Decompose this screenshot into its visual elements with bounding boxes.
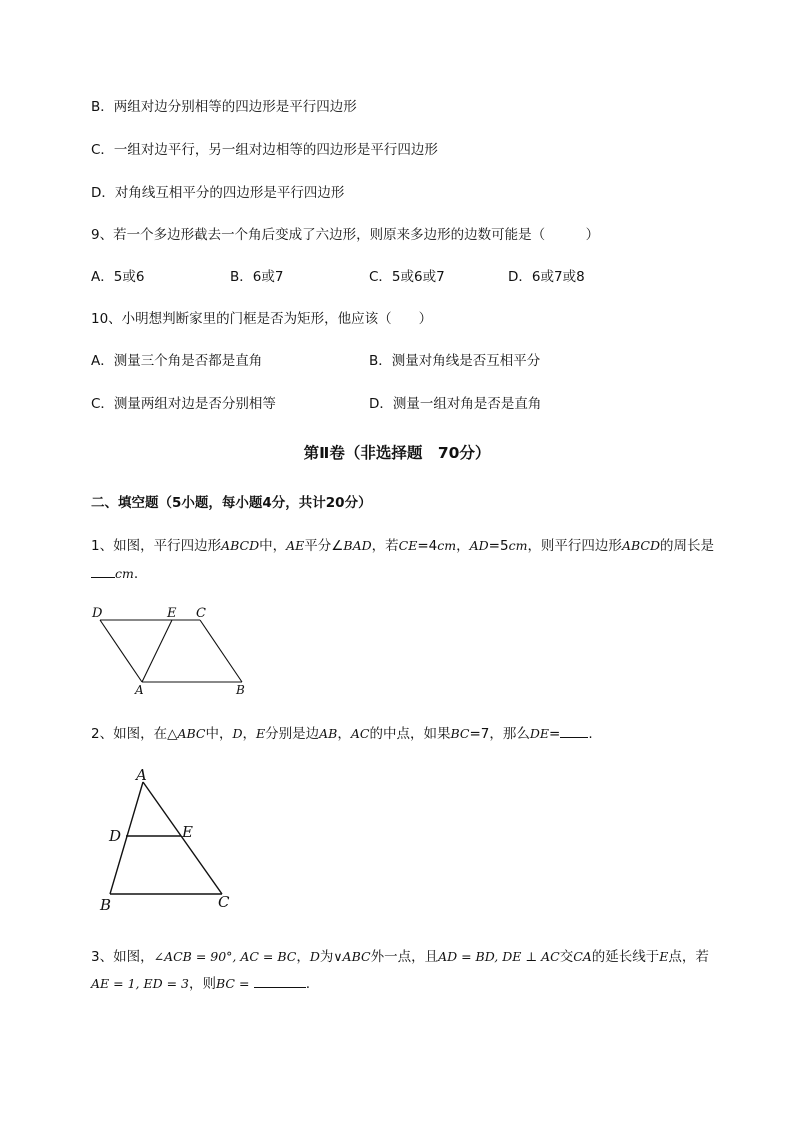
fq1-stem: 1、如图，平行四边形ABCD中，AE平分∠BAD，若CE=4cm，AD=5cm，则平行四边形ABCD的周长是	[91, 538, 714, 554]
q9-option-c: C．5或6或7	[369, 269, 445, 285]
fq2-label-a: A	[136, 766, 147, 784]
q9-option-d: D．6或7或8	[508, 269, 585, 285]
fq1-parallelogram-figure	[88, 600, 288, 700]
fq2-label-d: D	[109, 827, 122, 845]
fq1-label-b: B	[236, 683, 245, 697]
fq1-label-c: C	[196, 606, 206, 621]
q8-option-d: D．对角线互相平分的四边形是平行四边形	[91, 185, 345, 201]
q9-stem: 9、若一个多边形截去一个角后变成了六边形，则原来多边形的边数可能是（ ）	[91, 227, 600, 243]
q10-option-d: D．测量一组对角是否是直角	[369, 396, 542, 412]
fq3-answer-blank[interactable]	[254, 973, 306, 988]
fq1-label-e: E	[167, 606, 177, 621]
q10-option-b: B．测量对角线是否互相平分	[369, 353, 541, 369]
q10-stem: 10、小明想判断家里的门框是否为矩形，他应该（ ）	[91, 311, 433, 327]
section2-heading: 二、填空题（5小题，每小题4分，共计20分）	[91, 495, 372, 511]
fq2-answer-blank[interactable]	[560, 723, 588, 738]
part2-heading: 第Ⅱ卷（非选择题 70分）	[303, 444, 491, 462]
q10-option-a: A．测量三个角是否都是直角	[91, 353, 263, 369]
q9-option-a: A．5或6	[91, 269, 145, 285]
q8-option-b: B．两组对边分别相等的四边形是平行四边形	[91, 99, 357, 115]
fq1-answer-line: cm.	[91, 563, 138, 584]
q10-option-c: C．测量两组对边是否分别相等	[91, 396, 276, 412]
fq2-label-c: C	[218, 893, 230, 911]
fq2-triangle-figure	[96, 764, 246, 914]
fq2-label-b: B	[100, 896, 112, 914]
q9-option-b: B．6或7	[230, 269, 284, 285]
fq3-answer-line: AE = 1, ED = 3，则BC = .	[91, 973, 310, 994]
fq1-label-a: A	[135, 683, 144, 697]
fq3-stem: 3、如图，∠ACB = 90°, AC = BC，D为∨ABC外一点，且AD = BD, DE ⊥ AC交CA的延长线于E点，若	[91, 949, 709, 965]
q8-option-c: C．一组对边平行，另一组对边相等的四边形是平行四边形	[91, 142, 438, 158]
fq1-answer-blank[interactable]	[91, 563, 115, 578]
fq2-label-e: E	[182, 823, 193, 841]
fq2-stem: 2、如图，在△ABC中，D，E分别是边AB，AC的中点，如果BC=7，那么DE= .	[91, 723, 593, 744]
fq1-label-d: D	[92, 606, 103, 621]
